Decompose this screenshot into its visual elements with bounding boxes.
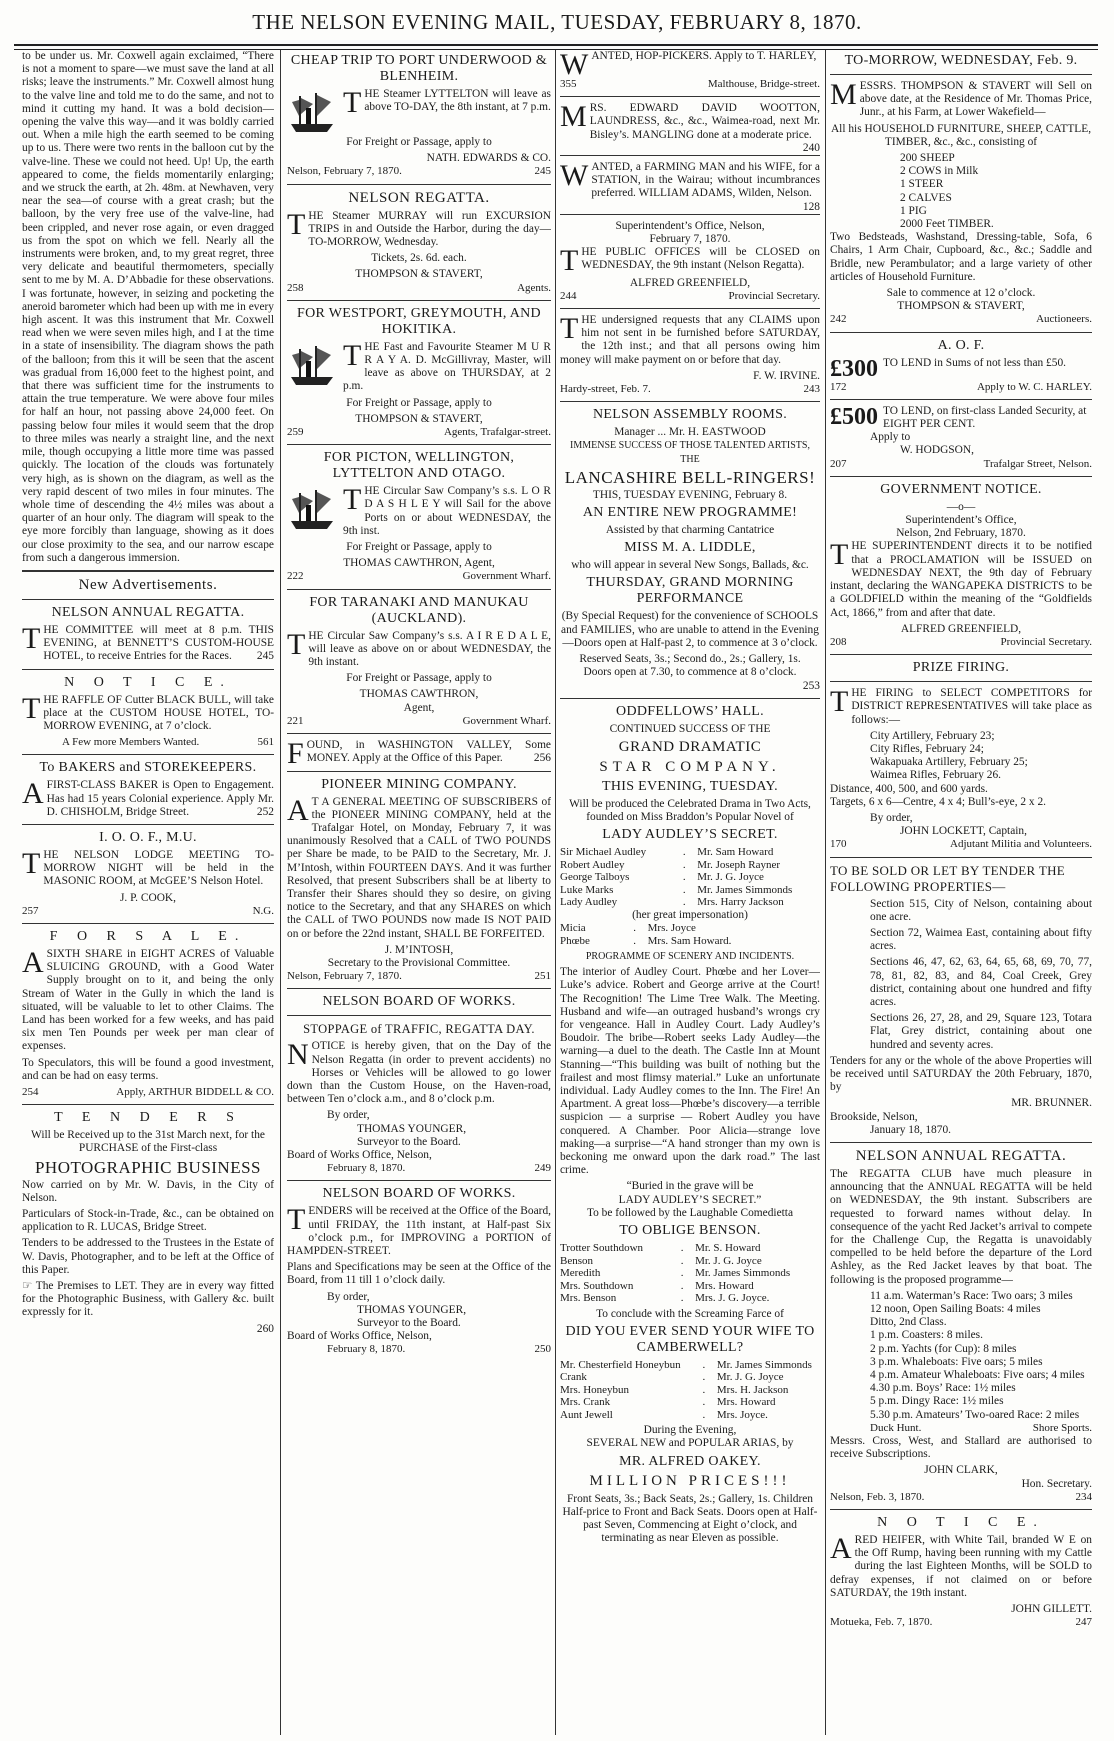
pioneer-body: A T A GENERAL MEETING OF SUBSCRIBERS of the PIONEER MINING COMPANY, held at the Trafalgar Hotel, on Monday, February 7, it was unanimously Resolved that a CALL of TWO POUNDS per Share be made, to be PAID to the Secretary, Mr. J. M’Intosh, within FOURTEEN DAYS. And it was further Resolved, that present Subscribers shall be at liberty to Transfer their Shares should they so desire, on giving notice to the Secretary, and that any SHARES on which the CALL of TWO POUNDS now made IS NOT PAID on or before the 22nd instant, SHALL BE FORFEITED. [287, 793, 551, 940]
cast-row: Mrs. Honeybun . Mrs. H. Jackson [560, 1383, 789, 1396]
camberwell-heading: DID YOU EVER SEND YOUR WIFE TO CAMBERWELL? [565, 1323, 815, 1355]
scenery-programme: The interior of Audley Court. Phœbe and her Lover—Luke’s advice. Robert and George arrive at the Court! The Recognition! The Lime Tree Walk. The Meeting. Husband and wife—an outraged husband’s wrongs cry for vengeance. Hall in Audley Court. Lady Audley’s Boudoir. The bribe—Robert seeks Lady Audley—the warning—a duel to the death. The Castle Inn at Mount Stanning—“This building was built of nothing but the frailest and most flimsy material.” Luke an unfortunate individual. Lady Audley comes to the Inn. The Fire! An Apartment. A great loss—Phœbe’s discovery—a terrible suspicion — a surprise — Robert Audley you have conquered. A Chamber. Poor Alicia—strange love making—a surprise—“A hand stronger than my own is beckoning me onward upon the dark road.” The last crime. [560, 966, 820, 1177]
column-1: to be under us. Mr. Coxwell again exclaimed, “There is not a moment to spare—we must save the land at all risks; leave the instruments.” Mr. Coxwell almost hung to the valve line and told me to do the same, and not to mind it cutting my hand. It was a bold decision—opening the valve this way—and it was boldly carried out. When a mile high the earth seemed to be coming up to us. There were two rents in the balloon cut by the valve-line. These we could not heed. Up! Up, the earth appeared to come, the fields momentarily enlarging; and we struck the earth, at 2h. 48m. at Newhaven, very near the sea—of course with a great crash; but the balloon, by the very free use of the valve-line, had been crippled, and never rose again, or even dragged us from the spot on which we fell. Nearly all the instruments were broken, and, to my great regret, three very delicate and beautiful thermometers, specially sent to me by M. A. D’Abbadie for these observations. I was fortunate, however, in seizing and pocketing the aneroid barometer which had been up with me in every high ascent. It was this instrument that Mr. Coxwell read when we were seven miles high, and I at the time in a state of insensibility. The diagram shows the path of the balloon; from this it will be seen that the ascent was gradual from 16,000 feet to the highest point, and that there was sufficient time for the instruments to attain the true temperature. We were above four miles for half an hour, not passing above 24,000 feet. On passing below four miles it would seem that the drop to three miles was nearly a straight line, and the next mile, though occupying a little more time was passed quickly. The location of the clouds was fortunately very high, as is shown on the diagram, as well as the very rapid descent of two miles in four minutes. The whole time of descending the 4½ miles was about a quarter of an hour only. The diagram will speak to the eye more forcibly than language, showing as it does our close proximity to the sea, and our narrow escape from such a dangerous immersion. New Advertisements. NELSON ANNUAL REGATTA. THE COMMITTEE will meet at 8 p.m. THIS EVENING, at BENNETT’S CUSTOM-HOUSE HOTEL, to receive Entries for the Races. 245 N O T I C E. THE RAFFLE OF Cutter BLACK BULL, will take place at the CUSTOM HOUSE HOTEL, TO-MORROW EVENING, at 7 o’clock. A Few more Members Wanted. 561 To BAKERS and STOREKEEPERS. AFIRST-CLASS BAKER is Open to Engagement. Has had 15 years Colonial experience. Apply Mr. D. CHISHOLM, Bridge Street. 252 I. O. O. F., M.U. THE NELSON LODGE MEETING TO-MORROW NIGHT will be held in the MASONIC ROOM, at McGEE’S Nelson Hotel. J. P. COOK, 257 N.G. F O R S A L E. ASIXTH SHARE in EIGHT ACRES of Valuable SLUICING GROUND, with a Good Water Supply brought on to it, and being the only Stream of Water in the Gully in which the land is situated, will be valuable to let to other Claims. The Land has been worked for a few weeks, and has paid six men Ten Pounds per week per man clear of expenses. To Speculators, this will be found a good investment, and can be had on easy terms. 254 Apply, ARTHUR BIDDELL & CO. T E N D E R S Will be Received up to the 31st March next, for the PURCHASE of the First-class PHOTOGRAPHIC BUSINESS Now carried on by Mr. W. Davis, in the City of Nelson. Particulars of Stock-in-Trade, &c., can be obtained on application to R. LUCAS, Bridge Street. Tenders to be addressed to the Trustees in the Estate of W. Davis, Photographer, and to be left at the Office of this Paper. ☞ The Premises to LET. They are in every way fitted for the Photographic Business, with Gallery &c. built expressly for it. 260 [22, 50, 274, 1335]
cast-row: Micia . Mrs. Joyce [560, 922, 696, 935]
regatta-body: THE COMMITTEE will meet at 8 p.m. THIS EVENING, at BENNETT’S CUSTOM-HOUSE HOTEL, to receive Entries for the Races. 245 [22, 621, 274, 663]
sale-body-2: To Speculators, this will be found a good investment, and can be had on easy terms. [22, 1056, 274, 1082]
lady-audley-title: LADY AUDLEY’S SECRET. [602, 827, 778, 843]
notice-heading-2: N O T I C E. [877, 1515, 1045, 1531]
annual-regatta-body: The REGATTA CLUB have much pleasure in announcing that the ANNUAL REGATTA will be held on WEDNESDAY, the 9th instant. Subscribers are requested to forward names without delay. In consequence of the yacht Red Jacket’s arrival to compete for the Challenge Cup, the Regatta is unavoidably compelled to be held before the departure of the Lord Ashley, as the Red Jacket leaves by that boat. The following is the proposed programme— [830, 1168, 1092, 1286]
cast-row: Phœbe . Mrs. Sam Howard. [560, 934, 732, 947]
masthead: THE NELSON EVENING MAIL, TUESDAY, FEBRUARY 8, 1870. [252, 10, 862, 34]
cast-row: Mrs. Crank . Mrs. Howard [560, 1396, 776, 1409]
found-body: FOUND, in WASHINGTON VALLEY, Some MONEY. Apply at the Office of this Paper. 256 [287, 737, 551, 771]
tenders-intro: Will be Received up to the 31st March next, for the PURCHASE of the First-class [31, 1129, 265, 1155]
raffle-body: THE RAFFLE OF Cutter BLACK BULL, will take place at the CUSTOM HOUSE HOTEL, TO-MORROW EVENING, at 7 o’clock. [22, 691, 274, 732]
sale-body: ASIXTH SHARE in EIGHT ACRES of Valuable SLUICING GROUND, with a Good Water Supply brought on to it, and being the only Stream of Water in the Gully in which the land is situated, will be valuable to let to other Claims. The Land has been worked for a few weeks, and has paid six men Ten Pounds per week per man clear of expenses. [22, 945, 274, 1053]
sale-apply: Apply, ARTHUR BIDDELL & CO. [116, 1086, 274, 1098]
divider [22, 570, 274, 572]
stoppage-body: NOTICE is hereby given, that on the Day of the Nelson Regatta (in order to prevent accidents) no Horses or Vehicles will be allowed to go lower down than the Custom House, on the Haven-road, between Ten o’clock a.m., and 8 o’clock p.m. [287, 1038, 551, 1106]
nelson-regatta-heading: NELSON REGATTA. [348, 189, 490, 206]
column-2: CHEAP TRIP TO PORT UNDERWOOD & BLENHEIM. THE Steamer LYTTELTON will leave as above TO-DAY, the 8th instant, at 7 p.m. For Freight or Passage, apply to NATH. EDWARDS & CO. Nelson, February 7, 1870. 245 NELSON REGATTA. THE Steamer MURRAY will run EXCURSION TRIPS in and Outside the Harbor, during the day—TO-MORROW, Wednesday. Tickets, 2s. 6d. each. THOMPSON & STAVERT, 258 Agents. FOR WESTPORT, GREYMOUTH, AND HOKITIKA. THE Fast and Favourite Steamer M U R R A Y A. D. McGillivray, Master, will leave as above on THURSDAY, at 2 p.m. For Freight or Passage, apply to THOMPSON & STAVERT, 259 Agents, Trafalgar-street. FOR PICTON, WELLINGTON, LYTTELTON AND OTAGO. THE Circular Saw Company’s s.s. L O R D A S H L E Y will Sail for the above Ports on or about WEDNESDAY, the 9th inst. For Freight or Passage, apply to THOMAS CAWTHRON, Agent, 222 Government Wharf. FOR TARANAKI AND MANUKAU (AUCKLAND). THE Circular Saw Company’s s.s. A I R E D A L E, will leave as above on or about WEDNESDAY, the 9th instant. For Freight or Passage, apply to THOMAS CAWTHRON, Agent, 221 Government Wharf. FOUND, in WASHINGTON VALLEY, Some MONEY. Apply at the Office of this Paper. 256 PIONEER MINING COMPANY. A T A GENERAL MEETING OF SUBSCRIBERS of the PIONEER MINING COMPANY, held at the Trafalgar Hotel, on Monday, February 7, it was unanimously Resolved that a CALL of TWO POUNDS per Share be made, to be PAID to the Secretary, Mr. J. M’Intosh, within FOURTEEN DAYS. And it was further Resolved, that present Subscribers shall be at liberty to Transfer their Shares should they so desire, on giving notice to the Secretary, and that any SHARES on which the CALL of TWO POUNDS now made IS NOT PAID on or before the 22nd instant, SHALL BE FORFEITED. J. M’INTOSH, Secretary to the Provisional Committee. Nelson, February 7, 1870. 251 NELSON BOARD OF WORKS. STOPPAGE of TRAFFIC, REGATTA DAY. NOTICE is hereby given, that on the Day of the Nelson Regatta (in order to prevent accidents) no Horses or Vehicles will be allowed to go lower down than the Custom House, on the Haven-road, between Ten o’clock a.m., and 8 o’clock p.m. By order, THOMAS YOUNGER, Surveyor to the Board. Board of Works Office, Nelson, February 8, 1870. 249 NELSON BOARD OF WORKS. TENDERS will be received at the Office of the Board, until FRIDAY, the 11th instant, at Half-past Six o’clock p.m., for IMPROVING a PORTION of HAMPDEN-STREET. Plans and Specifications may be seen at the Office of the Board, from 11 till 1 o’clock daily. By order, THOMAS YOUNGER, Surveyor to the Board. Board of Works Office, Nelson, February 8, 1870. 250 [287, 53, 551, 1356]
photographic-business-heading: PHOTOGRAPHIC BUSINESS [34, 1157, 262, 1177]
cast-row: Aunt Jewell . Mrs. Joyce. [560, 1408, 768, 1421]
column-rule [825, 50, 826, 1735]
board-of-works-heading-2: NELSON BOARD OF WORKS. [322, 1186, 516, 1202]
farming-man-body: WANTED, a FARMING MAN and his WIFE, for a STATION, in the Wairau; without incumbrances preferred. WILLIAM ADAMS, Wilden, Nelson. 128 [560, 159, 820, 213]
cast-row: Luke Marks . Mr. James Simmonds [560, 883, 793, 896]
notice-heading: N O T I C E. [64, 674, 232, 690]
tender-properties-heading: TO BE SOLD OR LET BY TENDER THE FOLLOWING PROPERTIES— [830, 862, 1065, 894]
steamship-icon [287, 343, 337, 387]
taranaki-heading: FOR TARANAKI AND MANUKAU (AUCKLAND). [309, 594, 529, 626]
thompson-stavert-body: MESSRS. THOMPSON & STAVERT will Sell on above date, at the Residence of Mr. Thomas Price, Junr., at his Farm, at Lower Wakefield— [830, 78, 1092, 119]
bakers-body: AFIRST-CLASS BAKER is Open to Engagement. Has had 15 years Colonial experience. Apply Mr. D. CHISHOLM, Bridge Street. 252 [22, 777, 274, 818]
prize-firing-heading: PRIZE FIRING. [912, 660, 1010, 676]
cheap-trip-heading: CHEAP TRIP TO PORT UNDERWOOD & BLENHEIM. [290, 53, 548, 84]
picton-body: THE Circular Saw Company’s s.s. L O R D A S H L E Y will Sail for the above Ports on or about WEDNESDAY, the 9th inst. [343, 483, 551, 537]
column-rule [555, 50, 556, 1735]
cast-row: Meredith . Mr. James Simmonds [560, 1267, 791, 1280]
cast-row: Trotter Southdown . Mr. S. Howard [560, 1242, 761, 1255]
morning-performance-heading: THURSDAY, GRAND MORNING PERFORMANCE [586, 575, 794, 607]
assembly-rooms-heading: NELSON ASSEMBLY ROOMS. [592, 407, 788, 423]
new-programme-heading: AN ENTIRE NEW PROGRAMME! [582, 505, 798, 521]
divider [22, 599, 274, 600]
photo-body-3: Tenders to be addressed to the Trustees in the Estate of W. Davis, Photographer, and to be left at the Office of this Paper. [22, 1237, 274, 1276]
cast-row: Sir Michael Audley . Mr. Sam Howard [560, 846, 774, 859]
trip-agent: NATH. EDWARDS & CO. [426, 152, 551, 165]
column-4: TO-MORROW, WEDNESDAY, Feb. 9. MESSRS. THOMPSON & STAVERT will Sell on above date, at the Residence of Mr. Thomas Price, Junr., at his Farm, at Lower Wakefield— All his HOUSEHOLD FURNITURE, SHEEP, CATTLE, TIMBER, &c., &c., consisting of 200 SHEEP 2 COWS in Milk 1 STEER 2 CALVES 1 PIG 2000 Feet TIMBER. Two Bedsteads, Washstand, Dressing-table, Sofa, 6 Chairs, 1 Arm Chair, Cupboard, &c., &c.; Saddle and Bridle, new Perambulator; and a large variety of other articles of Household Furniture. Sale to commence at 12 o’clock. THOMPSON & STAVERT, 242 Auctioneers. A. O. F. £300 TO LEND in Sums of not less than £50. 172 Apply to W. C. HARLEY. £500 TO LEND, on first-class Landed Security, at EIGHT PER CENT. Apply to W. HODGSON, 207 Trafalgar Street, Nelson. GOVERNMENT NOTICE. —o— Superintendent’s Office, Nelson, 2nd February, 1870. THE SUPERINTENDENT directs it to be notified that a PROCLAMATION will be ISSUED on WEDNESDAY NEXT, the 9th day of February instant, declaring the WANGAPEKA DISTRICTS to be a GOLDFIELD within the meaning of the “Goldfields Act, 1866,” from and after that date. ALFRED GREENFIELD, 208 Provincial Secretary. PRIZE FIRING. THE FIRING to SELECT COMPETITORS for DISTRICT REPRESENTATIVES will take place as follows:— City Artillery, February 23; City Rifles, February 24; Wakapuaka Artillery, February 25; Waimea Rifles, February 26. Distance, 400, 500, and 600 yards. Targets, 6 x 6—Centre, 4 x 4; Bull’s-eye, 2 x 2. By order, JOHN LOCKETT, Captain, 170 Adjutant Militia and Volunteers. TO BE SOLD OR LET BY TENDER THE FOLLOWING PROPERTIES— Section 515, City of Nelson, containing about one acre. Section 72, Waimea East, containing about fifty acres. Sections 46, 47, 62, 63, 64, 65, 68, 69, 70, 77, 78, 81, 82, 83, and 84, Coal Creek, Grey district, containing about one hundred and fifty acres. Sections 26, 27, 28, and 29, Square 123, Totara Flat, Grey district, containing about one hundred and seventy acres. Tenders for any or the whole of the above Properties will be received until SATURDAY the 20th February, 1870, by MR. BRUNNER. Brookside, Nelson, January 18, 1870. NELSON ANNUAL REGATTA. The REGATTA CLUB have much pleasure in announcing that the ANNUAL REGATTA will be held on WEDNESDAY, the 9th instant. Subscribers are requested to forward names without delay. In consequence of the yacht Red Jacket’s arrival to compete for the Challenge Cup, the Regatta is unavoidably compelled to be held before the departure of the Lord Ashley, as the Red Jacket leaves by that boat. The following is the proposed programme— 11 a.m. Waterman’s Race: Two oars; 3 miles 12 noon, Open Sailing Boats: 4 miles Ditto, 2nd Class. 1 p.m. Coasters: 8 miles. 2 p.m. Yachts (for Cup): 8 miles 3 p.m. Whaleboats: Five oars; 5 miles 4 p.m. Amateur Whaleboats: Five oars; 4 miles 4.30 p.m. Boys’ Race: 1½ miles 5 p.m. Dingy Race: 1½ miles 5.30 p.m. Amateurs’ Two-oared Race: 2 miles Duck Hunt. Shore Sports. Messrs. Cross, West, and Stallard are authorised to receive Subscriptions. JOHN CLARK, Hon. Secretary. Nelson, Feb. 3, 1870. 234 N O T I C E. ARED HEIFER, with White Tail, branded W E on the Off Rump, having been running with my Cattle during the last Eighteen Months, will be SOLD to defray expenses, if not claimed on or before SATURDAY, the 19th instant. JOHN GILLETT. Motueka, Feb. 7, 1870. 247 [830, 53, 1092, 1629]
star-company-heading: STAR COMPANY. [599, 758, 781, 775]
prize-firing-body: THE FIRING to SELECT COMPETITORS for DISTRICT REPRESENTATIVES will take place as follows:— [830, 685, 1092, 726]
red-heifer-body: ARED HEIFER, with White Tail, branded W E on the Off Rump, having been running with my Cattle during the last Eighteen Months, will be SOLD to defray expenses, if not claimed on or before SATURDAY, the 19th instant. [830, 1532, 1092, 1599]
hop-pickers-body: WANTED, HOP-PICKERS. Apply to T. HARLEY, [560, 50, 817, 81]
cast-list [560, 922, 820, 947]
goldfield-body: THE SUPERINTENDENT directs it to be notified that a PROCLAMATION will be ISSUED on WEDNESDAY NEXT, the 9th day of February instant, declaring the WANGAPEKA DISTRICTS to be a GOLDFIELD within the meaning of the “Goldfields Act, 1866,” from and after that date. [830, 538, 1092, 619]
column-rule [280, 50, 281, 1735]
works-tender-body: TENDERS will be received at the Office of the Board, until FRIDAY, the 11th instant, at Half-past Six o’clock p.m., for IMPROVING a PORTION of HAMPDEN-STREET. [287, 1203, 551, 1257]
cast-list [560, 1242, 820, 1305]
regatta-excursion-body: THE Steamer MURRAY will run EXCURSION TRIPS in and Outside the Harbor, during the day—TO-MORROW, Wednesday. [287, 207, 551, 249]
new-advertisements-heading: New Advertisements. [78, 576, 218, 593]
cast-row: Lady Audley . Mrs. Harry Jackson [560, 896, 784, 909]
westport-heading: FOR WESTPORT, GREYMOUTH, AND HOKITIKA. [297, 305, 541, 337]
money-500: £500 [830, 403, 878, 430]
balloon-article: to be under us. Mr. Coxwell again exclaimed, “There is not a moment to spare—we must save the land at all risks; leave the instruments.” Mr. Coxwell almost hung to the valve line and told me to do the same, and not to mind it cutting my hand. It was a bold decision—opening the valve this way—and it was boldly carried out. When a mile high the earth seemed to be coming up to us. There were two rents in the balloon cut by the valve-line. These we could not heed. Up! Up, the earth appeared to come, the fields momentarily enlarging; and we struck the earth, at 2h. 48m. at Newhaven, very near the sea—of course with a great crash; but the balloon, by the very free use of the valve-line, had been crippled, and never rose again, or even dragged us from the spot on which we fell. Nearly all the instruments were broken, and, to my great regret, three very delicate and beautiful thermometers, specially sent to me by M. A. D’Abbadie for these observations. I was fortunate, however, in seizing and pocketing the aneroid barometer which had been up with me in every high ascent. It was this instrument that Mr. Coxwell read when we were seven miles high, and I at the time in a state of insensibility. The diagram shows the path of the balloon; from this it will be seen that the ascent was gradual from 16,000 feet to the highest point, and that there was sufficient time for the instruments to attain the true temperature. We were above four miles for half an hour, not passing above 24,000 feet. On passing below four miles it would seem that the drop to three miles was nearly a straight line, and the next mile, though occupying a little more time was passed quickly. The location of the clouds was fortunately very high, as is shown on the diagram, as well as the very rapid descent of two miles in four minutes. The whole time of descending the 4½ miles was about a quarter of an hour only. The diagram will speak to the eye more forcibly than language, showing as it does our close proximity to the sea, and our narrow escape from such a dangerous immersion. [22, 50, 274, 564]
cast-row: George Talboys . Mr. J. G. Joyce [560, 871, 764, 884]
raffle-footer: A Few more Members Wanted. [62, 736, 200, 749]
grand-dramatic-heading: GRAND DRAMATIC [618, 738, 762, 755]
million-prices-heading: MILLION PRICES!!! [589, 1472, 791, 1489]
public-offices-body: THE PUBLIC OFFICES will be CLOSED on WEDNESDAY, the 9th instant (Nelson Regatta). [560, 244, 820, 278]
taranaki-body: THE Circular Saw Company’s s.s. A I R E D A L E, will leave as above on or about WEDNESDAY, the 9th instant. [287, 627, 551, 669]
tenders-heading: T E N D E R S [54, 1110, 242, 1126]
stoppage-heading: STOPPAGE of TRAFFIC, REGATTA DAY. [303, 1022, 535, 1037]
irvine-body: THE undersigned requests that any CLAIMS upon him not sent in be furnished before SATURDAY, the 12th inst.; and that all persons owing him money will make payment on or before that day. [560, 312, 820, 366]
iof-body: THE NELSON LODGE MEETING TO-MORROW NIGHT will be held in the MASONIC ROOM, at McGEE’S Nelson Hotel. [22, 846, 274, 888]
oddfellows-hall-heading: ODDFELLOWS’ HALL. [616, 703, 764, 719]
board-of-works-heading: NELSON BOARD OF WORKS. [322, 994, 516, 1010]
cast-row: Crank . Mr. J. G. Joyce [560, 1371, 784, 1384]
cast-list [560, 1359, 820, 1422]
photo-body-4: ☞ The Premises to LET. They are in every way fitted for the Photographic Business, with Gallery &c. built expressly for it. [22, 1280, 274, 1319]
iof-sign: J. P. COOK, [119, 891, 177, 904]
wootton-body: MRS. EDWARD DAVID WOOTTON, LAUNDRESS, &c., &c., Waimea-road, next Mr. Bisley’s. MANGLING done at a moderate price. 240 [560, 100, 820, 154]
photo-body-1: Now carried on by Mr. W. Davis, in the City of Nelson. [22, 1178, 274, 1204]
pioneer-heading: PIONEER MINING COMPANY. [321, 776, 517, 792]
oblige-benson-heading: TO OBLIGE BENSON. [619, 1223, 761, 1239]
tomorrow-heading: TO-MORROW, WEDNESDAY, Feb. 9. [844, 53, 1078, 68]
steamship-icon [287, 487, 337, 531]
cast-row: Mrs. Southdown . Mrs. Howard [560, 1279, 754, 1292]
regatta-heading: NELSON ANNUAL REGATTA. [51, 604, 245, 620]
westport-body: THE Fast and Favourite Steamer M U R R A Y A. D. McGillivray, Master, will leave as above on THURSDAY, at 2 p.m. [343, 338, 551, 393]
cast-row: Benson . Mr. J. G. Joyce [560, 1254, 762, 1267]
column-3: WANTED, HOP-PICKERS. Apply to T. HARLEY, 355 Malthouse, Bridge-street. MRS. EDWARD DAVID WOOTTON, LAUNDRESS, &c., &c., Waimea-road, next Mr. Bisley’s. MANGLING done at a moderate price. 240 WANTED, a FARMING MAN and his WIFE, for a STATION, in the Wairau; without incumbrances preferred. WILLIAM ADAMS, Wilden, Nelson. 128 Superintendent’s Office, Nelson, February 7, 1870. THE PUBLIC OFFICES will be CLOSED on WEDNESDAY, the 9th instant (Nelson Regatta). ALFRED GREENFIELD, 244 Provincial Secretary. THE undersigned requests that any CLAIMS upon him not sent in be furnished before SATURDAY, the 12th inst.; and that all persons owing him money will make payment on or before that day. F. W. IRVINE. Hardy-street, Feb. 7. 243 NELSON ASSEMBLY ROOMS. Manager ... Mr. H. EASTWOOD IMMENSE SUCCESS OF THOSE TALENTED ARTISTS, THE LANCASHIRE BELL-RINGERS! THIS, TUESDAY EVENING, February 8. AN ENTIRE NEW PROGRAMME! Assisted by that charming Cantatrice MISS M. A. LIDDLE, who will appear in several New Songs, Ballads, &c. THURSDAY, GRAND MORNING PERFORMANCE (By Special Request) for the convenience of SCHOOLS and FAMILIES, who are unable to attend in the Evening—Doors open at Half-past 2, to commence at 3 o’clock. Reserved Seats, 3s.; Second do., 2s.; Gallery, 1s. Doors open at 7.30, to commence at 8 o’clock. 253 ODDFELLOWS’ HALL. CONTINUED SUCCESS OF THE GRAND DRAMATIC STAR COMPANY. THIS EVENING, TUESDAY. Will be produced the Celebrated Drama in Two Acts, founded on Miss Braddon’s Popular Novel of LADY AUDLEY’S SECRET. Sir Michael Audley . Mr. Sam Howard Robert Audley . Mr. Joseph Rayner George Talboys . Mr. J. G. Joyce Luke Marks . Mr. James Simmonds Lady Audley . Mrs. Harry Jackson (her great impersonation) Micia . Mrs. Joyce Phœbe . Mrs. Sam Howard. PROGRAMME OF SCENERY AND INCIDENTS. The interior of Audley Court. Phœbe and her Lover—Luke’s advice. Robert and George arrive at the Court! The Recognition! The Lime Tree Walk. The Meeting. Husband and wife—an outraged husband’s wrongs cry for vengeance. Hall in Audley Court. Lady Audley’s Boudoir. The bribe—Robert seeks Lady Audley—the warning—a duel to the death. The Castle Inn at Mount Stanning—“This building was built of nothing but the frailest and most flimsy material.” Luke an unfortunate individual. Lady Audley comes to the Inn. The Fire! An Apartment. A great loss—Phœbe’s discovery—a terrible suspicion — a surprise — Robert Audley you have conquered. A Chamber. Poor Alicia—strange love making—a surprise—“A hand stronger than my own is beckoning me onward upon the dark road.” The last crime. “Buried in the grave will be LADY AUDLEY’S SECRET.” To be followed by the Laughable Comedietta TO OBLIGE BENSON. Trotter Southdown . Mr. S. Howard Benson . Mr. J. G. Joyce Meredith . Mr. James Simmonds Mrs. Southdown . Mrs. Howard Mrs. Benson . Mrs. J. G. Joyce. To conclude with the Screaming Farce of DID YOU EVER SEND YOUR WIFE TO CAMBERWELL? Mr. Chesterfield Honeybun . Mr. James Simmonds Crank . Mr. J. G. Joyce Mrs. Honeybun . Mrs. H. Jackson Mrs. Crank . Mrs. Howard Aunt Jewell . Mrs. Joyce. During the Evening, SEVERAL NEW and POPULAR ARIAS, by MR. ALFRED OAKEY. MILLION PRICES!!! Front Seats, 3s.; Back Seats, 2s.; Gallery, 1s. Children Half-price to Front and Back Seats. Doors open at Half-past Seven, Commencing at Eight o’clock, and terminating as near Eleven as possible. [560, 50, 820, 1545]
cast-row: Robert Audley . Mr. Joseph Rayner [560, 858, 781, 871]
government-notice-heading: GOVERNMENT NOTICE. [880, 481, 1042, 497]
photo-body-2: Particulars of Stock-in-Trade, &c., can be obtained on application to R. LUCAS, Bridge Street. [22, 1208, 274, 1234]
iof-heading: I. O. O. F., M.U. [99, 829, 197, 845]
bell-ringers-heading: LANCASHIRE BELL-RINGERS! [564, 467, 816, 487]
money-300: £300 [830, 355, 878, 382]
bakers-heading: To BAKERS and STOREKEEPERS. [39, 760, 257, 776]
cast-list [560, 846, 820, 909]
pointing-hand-icon: ☞ [22, 1280, 36, 1293]
trip-body: THE Steamer LYTTELTON will leave as above TO-DAY, the 8th instant, at 7 p.m. [343, 86, 551, 119]
aof-heading: A. O. F. [937, 337, 985, 353]
steamship-icon [287, 90, 337, 134]
for-sale-heading: F O R S A L E. [49, 928, 247, 944]
annual-regatta-heading: NELSON ANNUAL REGATTA. [855, 1148, 1067, 1164]
cast-row: Mrs. Benson . Mrs. J. G. Joyce. [560, 1292, 770, 1305]
cast-row: Mr. Chesterfield Honeybun . Mr. James Simmonds [560, 1358, 812, 1371]
picton-heading: FOR PICTON, WELLINGTON, LYTTELTON AND OTAGO. [323, 450, 515, 482]
